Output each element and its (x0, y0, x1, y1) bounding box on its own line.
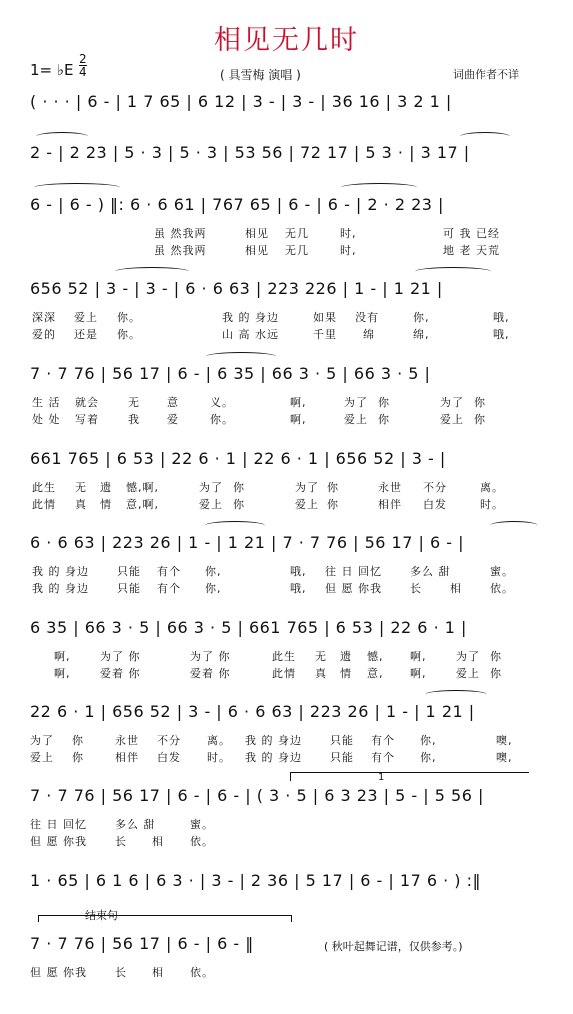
lyric-word: 但 愿 你我 (30, 966, 87, 979)
lyric-line (0, 394, 573, 410)
score-line-12 (0, 934, 573, 956)
lyric-word: 为了 (344, 396, 368, 409)
lyric-word: 此情 (32, 498, 56, 511)
lyric-word: 无几 (285, 227, 309, 240)
lyric-word: 为了 (456, 650, 480, 663)
lyric-word: 爱上 (344, 413, 368, 426)
lyric-line (0, 326, 573, 342)
lyric-word: 意,啊, (126, 498, 159, 511)
lyric-word: 有个 (157, 582, 181, 595)
lyric-word: 此情 (272, 667, 296, 680)
singer-credit: ( 具雪梅 演唱 ) (220, 68, 301, 82)
lyric-line (0, 411, 573, 427)
lyric-word: 深深 (32, 311, 56, 324)
lyric-word: 白发 (157, 751, 181, 764)
key-value: ♭E (56, 61, 74, 79)
lyric-word: 往 日 回忆 (325, 565, 382, 578)
lyric-word: 你 (490, 650, 502, 663)
lyric-word: 千里 (313, 328, 337, 341)
lyric-word: 无 (75, 481, 87, 494)
lyric-word: 你, (420, 734, 437, 747)
transcriber-note: ( 秋叶起舞记谱，仅供参考。) (324, 940, 463, 953)
slur (341, 183, 417, 192)
lyric-word: 此生 (272, 650, 296, 663)
lyric-word: 噢, (496, 734, 513, 747)
lyric-word: 你 (327, 498, 339, 511)
lyric-word: 哦, (290, 582, 307, 595)
lyric-line (0, 242, 573, 258)
volta-label: 1 (378, 772, 385, 783)
lyric-word: 但 愿 你我 (30, 835, 87, 848)
lyric-word: 我 的 身边 (245, 751, 302, 764)
lyric-word: 爱的 (32, 328, 56, 341)
lyric-word: 哦, (290, 565, 307, 578)
lyric-word: 绵, (413, 328, 430, 341)
score-line-text: 7 · 7 76 | 56 17 | 6 - | 6 - | ( 3 · 5 | 6 3 23 | 5 - | 5 56 | (30, 786, 484, 805)
time-sig-bottom: 4 (79, 65, 87, 79)
lyric-word: 为了 (295, 481, 319, 494)
lyric-word: 啊, (54, 650, 71, 663)
lyric-word: 相见 (245, 244, 269, 257)
lyric-word: 遗 (340, 650, 352, 663)
lyric-word: 山 高 水远 (222, 328, 279, 341)
lyric-line (0, 833, 573, 849)
score-line-9 (0, 702, 573, 724)
lyric-word: 爱上 (30, 751, 54, 764)
score-line-text: 661 765 | 6 53 | 22 6 · 1 | 22 6 · 1 | 656 52 | 3 - | (30, 449, 446, 468)
lyric-word: 时。 (207, 751, 231, 764)
key-signature (30, 61, 73, 79)
lyric-word: 长 (115, 835, 127, 848)
lyric-word: 依。 (490, 582, 514, 595)
lyric-word: 我 的 身边 (32, 565, 89, 578)
lyric-line (0, 648, 573, 664)
lyric-word: 相 (152, 966, 164, 979)
lyric-word: 蜜。 (490, 565, 514, 578)
lyric-word: 你 (378, 396, 390, 409)
lyric-word: 多么 甜 (410, 565, 451, 578)
lyric-word: 意 (167, 396, 179, 409)
lyric-line (0, 816, 573, 832)
lyric-word: 只能 (330, 751, 354, 764)
page-title: 相见无几时 (214, 25, 359, 56)
lyric-word: 为了 你 (190, 650, 231, 663)
lyric-word: 往 日 回忆 (30, 818, 87, 831)
composer-credit: 词曲作者不详 (453, 68, 519, 81)
end-section-label: 结束句 (85, 909, 118, 922)
lyric-word: 啊, (290, 413, 307, 426)
score-line-text: 7 · 7 76 | 56 17 | 6 - | 6 35 | 66 3 · 5 | 66 3 · 5 | (30, 364, 431, 383)
lyric-word: 你, (413, 311, 430, 324)
lyric-word: 依。 (190, 966, 214, 979)
lyric-word: 离。 (480, 481, 504, 494)
lyric-word: 你。 (117, 328, 141, 341)
lyric-word: 爱上 (74, 311, 98, 324)
lyric-word: 白发 (423, 498, 447, 511)
slur (34, 183, 120, 192)
lyric-word: 你, (205, 582, 222, 595)
slur (205, 521, 265, 530)
lyric-word: 噢, (496, 751, 513, 764)
lyric-word: 生 活 (32, 396, 61, 409)
lyric-word: 相伴 (378, 498, 402, 511)
lyric-word: 虽 然我两 (154, 227, 207, 240)
lyric-word: 遗 (100, 481, 112, 494)
key-prefix: 1= (30, 61, 53, 79)
lyric-word: 为了 你 (100, 650, 141, 663)
lyric-word: 啊, (54, 667, 71, 680)
score-line-6 (0, 449, 573, 471)
score-line-text: 1 · 65 | 6 1 6 | 6 3 · | 3 - | 2 36 | 5 17 | 6 - | 17 6 · ) :‖ (30, 871, 481, 890)
lyric-word: 真 (315, 667, 327, 680)
lyric-word: 不分 (423, 481, 447, 494)
score-line-text: 6 · 6 63 | 223 26 | 1 - | 1 21 | 7 · 7 76 | 56 17 | 6 - | (30, 533, 464, 552)
lyric-word: 爱上 (295, 498, 319, 511)
lyric-word: 有个 (371, 751, 395, 764)
lyric-word: 离。 (207, 734, 231, 747)
lyric-line (0, 563, 573, 579)
volta-bracket (290, 772, 529, 781)
lyric-line (0, 732, 573, 748)
score-line-text: 656 52 | 3 - | 3 - | 6 · 6 63 | 223 226 | 1 - | 1 21 | (30, 279, 443, 298)
lyric-word: 我 的 身边 (245, 734, 302, 747)
slur (415, 267, 491, 276)
score-line-text: 7 · 7 76 | 56 17 | 6 - | 6 - ‖ (30, 934, 254, 953)
lyric-word: 写着 (75, 413, 99, 426)
lyric-word: 永世 (115, 734, 139, 747)
lyric-line (0, 964, 573, 980)
score-line-2 (0, 143, 573, 165)
slur (115, 267, 189, 276)
lyric-word: 你, (420, 751, 437, 764)
lyric-word: 时, (340, 244, 357, 257)
lyric-line (0, 749, 573, 765)
time-sig-top: 2 (79, 52, 87, 66)
lyric-word: 爱着 你 (100, 667, 141, 680)
lyric-word: 你 (474, 396, 486, 409)
lyric-word: 啊, (410, 650, 427, 663)
lyric-word: 处 处 (32, 413, 61, 426)
lyric-word: 相 (152, 835, 164, 848)
lyric-word: 还是 (74, 328, 98, 341)
lyric-line (0, 496, 573, 512)
lyric-word: 爱着 你 (190, 667, 231, 680)
lyric-word: 长 (410, 582, 422, 595)
lyric-word: 有个 (157, 565, 181, 578)
lyric-word: 绵 (363, 328, 375, 341)
lyric-word: 我 (128, 413, 140, 426)
lyric-word: 只能 (117, 565, 141, 578)
lyric-word: 义。 (210, 396, 234, 409)
lyric-word: 依。 (190, 835, 214, 848)
score-line-8 (0, 618, 573, 640)
lyric-word: 哦, (493, 328, 510, 341)
lyric-line (0, 225, 573, 241)
lyric-word: 虽 然我两 (154, 244, 207, 257)
lyric-word: 你 (327, 481, 339, 494)
lyric-word: 但 愿 你我 (325, 582, 382, 595)
lyric-word: 情 (340, 667, 352, 680)
lyric-word: 爱 (167, 413, 179, 426)
lyric-line (0, 665, 573, 681)
lyric-word: 你 (490, 667, 502, 680)
slur (36, 132, 88, 141)
slur (206, 352, 276, 361)
lyric-word: 憾,啊, (126, 481, 159, 494)
lyric-word: 你 (72, 751, 84, 764)
lyric-word: 永世 (378, 481, 402, 494)
score-line-text: 6 - | 6 - ) ‖: 6 · 6 61 | 767 65 | 6 - | 6 - | 2 · 2 23 | (30, 195, 444, 214)
slur (460, 132, 510, 141)
lyric-word: 不分 (157, 734, 181, 747)
lyric-word: 长 (115, 966, 127, 979)
lyric-word: 真 (75, 498, 87, 511)
lyric-word: 爱上 (440, 413, 464, 426)
lyric-word: 相 (450, 582, 462, 595)
lyric-word: 时, (340, 227, 357, 240)
lyric-word: 情 (100, 498, 112, 511)
lyric-word: 可 我 已经 (443, 227, 500, 240)
score-line-text: 6 35 | 66 3 · 5 | 66 3 · 5 | 661 765 | 6 53 | 22 6 · 1 | (30, 618, 467, 637)
lyric-word: 你 (233, 481, 245, 494)
lyric-word: 相见 (245, 227, 269, 240)
lyric-word: 没有 (355, 311, 379, 324)
lyric-word: 啊, (410, 667, 427, 680)
lyric-word: 哦, (493, 311, 510, 324)
lyric-word: 意, (367, 667, 384, 680)
lyric-word: 爱上 (456, 667, 480, 680)
score-line-text: 22 6 · 1 | 656 52 | 3 - | 6 · 6 63 | 223 26 | 1 - | 1 21 | (30, 702, 475, 721)
lyric-word: 你 (378, 413, 390, 426)
lyric-word: 为了 (440, 396, 464, 409)
lyric-word: 你 (72, 734, 84, 747)
lyric-line (0, 309, 573, 325)
lyric-word: 你 (474, 413, 486, 426)
lyric-word: 如果 (313, 311, 337, 324)
lyric-word: 你, (205, 565, 222, 578)
lyric-word: 你。 (117, 311, 141, 324)
score-line-5 (0, 364, 573, 386)
slur (490, 521, 538, 530)
lyric-word: 啊, (290, 396, 307, 409)
lyric-line (0, 479, 573, 495)
end-section-bracket (38, 915, 292, 922)
lyric-word: 此生 (32, 481, 56, 494)
lyric-word: 只能 (117, 582, 141, 595)
lyric-line (0, 580, 573, 596)
score-line-1 (0, 92, 573, 114)
lyric-word: 无 (128, 396, 140, 409)
lyric-word: 为了 (199, 481, 223, 494)
score-line-7 (0, 533, 573, 555)
lyric-word: 我 的 身边 (32, 582, 89, 595)
score-line-11 (0, 871, 573, 893)
lyric-word: 只能 (330, 734, 354, 747)
lyric-word: 多么 甜 (115, 818, 156, 831)
lyric-word: 你 (233, 498, 245, 511)
lyric-word: 无几 (285, 244, 309, 257)
score-line-3 (0, 195, 573, 217)
score-line-4 (0, 279, 573, 301)
score-line-text: ( · · · | 6 - | 1 7 65 | 6 12 | 3 - | 3 - | 36 16 | 3 2 1 | (30, 92, 452, 111)
lyric-word: 为了 (30, 734, 54, 747)
score-line-text: 2 - | 2 23 | 5 · 3 | 5 · 3 | 53 56 | 72 17 | 5 3 · | 3 17 | (30, 143, 470, 162)
lyric-word: 地 老 天荒 (443, 244, 500, 257)
lyric-word: 蜜。 (190, 818, 214, 831)
lyric-word: 就会 (75, 396, 99, 409)
slur (425, 690, 487, 699)
lyric-word: 爱上 (199, 498, 223, 511)
time-signature (79, 54, 87, 77)
lyric-word: 时。 (480, 498, 504, 511)
lyric-word: 我 的 身边 (222, 311, 279, 324)
score-line-10 (0, 786, 573, 808)
lyric-word: 无 (315, 650, 327, 663)
lyric-word: 相伴 (115, 751, 139, 764)
lyric-word: 有个 (371, 734, 395, 747)
lyric-word: 你。 (210, 413, 234, 426)
lyric-word: 憾, (367, 650, 384, 663)
